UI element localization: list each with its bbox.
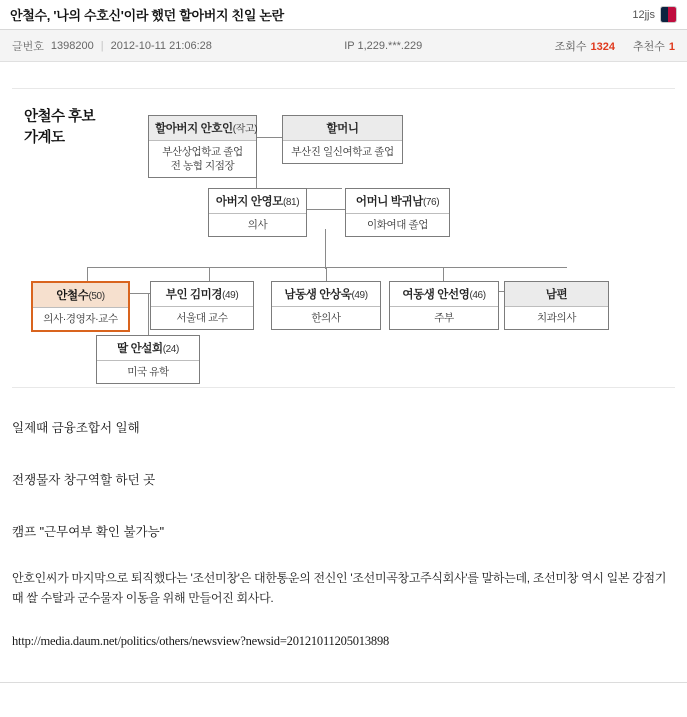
- gap-2: [12, 488, 675, 522]
- node-father-name: 아버지 안영모(81): [215, 196, 300, 208]
- node-daughter-name: 딸 안설희(24): [117, 343, 179, 355]
- post-date: 2012-10-11 21:06:28: [110, 39, 212, 52]
- post-number-label: 글번호: [12, 40, 44, 53]
- connector-parents: [306, 209, 346, 210]
- connector-siblings-bus: [87, 267, 567, 268]
- node-sister-name: 여동생 안선영(46): [402, 289, 486, 301]
- gap-after-diagram: [12, 388, 675, 418]
- node-grandmother-detail: 부산진 일신여학교 졸업: [283, 140, 402, 163]
- meta-separator: |: [100, 39, 104, 52]
- view-count: [555, 38, 615, 54]
- node-father-detail: 의사: [209, 213, 306, 236]
- node-father: [208, 188, 307, 237]
- node-daughter-detail: 미국 유학: [97, 360, 199, 383]
- subheading-1: 일제때 금융조합서 일해: [12, 421, 140, 435]
- gap-3: [12, 540, 675, 568]
- bottom-divider: [0, 682, 687, 683]
- node-grandmother: [282, 115, 403, 164]
- diagram-title: [24, 107, 95, 149]
- recommend-count-label: 추천수: [632, 40, 665, 53]
- node-mother-detail: 이화여대 졸업: [346, 213, 449, 236]
- node-brother: [271, 281, 381, 330]
- node-sister: [389, 281, 499, 330]
- view-count-label: 조회수: [554, 40, 587, 53]
- post-header: [0, 0, 687, 30]
- node-brother-in-law-detail: 치과의사: [505, 306, 608, 329]
- meta-right: [555, 38, 675, 54]
- subheading-3: 캠프 "근무여부 확인 불가능": [12, 525, 165, 539]
- node-brother-in-law-name: 남편: [505, 282, 608, 306]
- node-brother-in-law: [504, 281, 609, 330]
- node-sister-detail: 주부: [390, 306, 498, 329]
- page-title: 안철수, '나의 수호신'이라 했던 할아버지 친일 논란: [10, 8, 284, 23]
- node-grandfather-detail: 부산상업학교 졸업 전 농협 지점장: [149, 140, 256, 177]
- connector-wife-up: [209, 267, 210, 281]
- gap-1: [12, 436, 675, 470]
- connector-parents-down: [325, 229, 326, 269]
- node-brother-name: 남동생 안상욱(49): [284, 289, 368, 301]
- source-link[interactable]: http://media.daum.net/politics/others/newsview?newsid=20121011205013898: [12, 634, 390, 648]
- post-content: [0, 62, 687, 649]
- node-wife-detail: 서울대 교수: [151, 306, 253, 329]
- post-number: 1398200: [50, 39, 94, 52]
- node-brother-detail: 한의사: [272, 306, 380, 329]
- node-wife: [150, 281, 254, 330]
- node-daughter: [96, 335, 200, 384]
- connector-brother-up: [326, 267, 327, 281]
- node-mother: [345, 188, 450, 237]
- node-grandmother-name: 할머니: [283, 116, 402, 140]
- recommend-count-value: 1: [668, 40, 675, 53]
- diagram-title-line1: 안철수 후보: [24, 109, 96, 125]
- view-count-value: 1324: [590, 40, 615, 53]
- top-spacer: [12, 62, 675, 88]
- node-grandfather-name: 할아버지 안호인(작고): [149, 116, 256, 140]
- node-mother-name: 어머니 박귀남(76): [355, 196, 440, 208]
- article-paragraph: 안호인씨가 마지막으로 퇴직했다는 '조선미창'은 대한통운의 전신인 '조선미곡창고주식회사'를 말하는데, 조선미창 역시 일본 강점기 때 쌀 수탈과 군수물자 이동을 위해 만들어진 회사다.: [12, 571, 667, 605]
- node-self-name: 안철수(50): [33, 283, 128, 307]
- post-meta-bar: [0, 30, 687, 62]
- header-tag: 12jjs: [632, 8, 655, 21]
- mlb-logo-icon: [660, 6, 677, 23]
- family-tree-diagram: [12, 88, 675, 388]
- node-self: [31, 281, 130, 332]
- diagram-title-line2: 가계도: [24, 130, 65, 146]
- connector-to-daughter: [148, 293, 149, 335]
- connector-self-up: [87, 267, 88, 281]
- meta-left: [12, 38, 212, 54]
- post-ip: IP 1,229.***.229: [344, 39, 423, 52]
- recommend-count: [633, 38, 675, 54]
- node-self-detail: 의사·경영자·교수: [33, 307, 128, 330]
- node-grandfather: [148, 115, 257, 178]
- node-wife-name: 부인 김미경(49): [165, 289, 239, 301]
- connector-sister-up: [443, 267, 444, 281]
- subheading-2: 전쟁물자 창구역할 하던 곳: [12, 473, 156, 487]
- header-right: [632, 6, 677, 23]
